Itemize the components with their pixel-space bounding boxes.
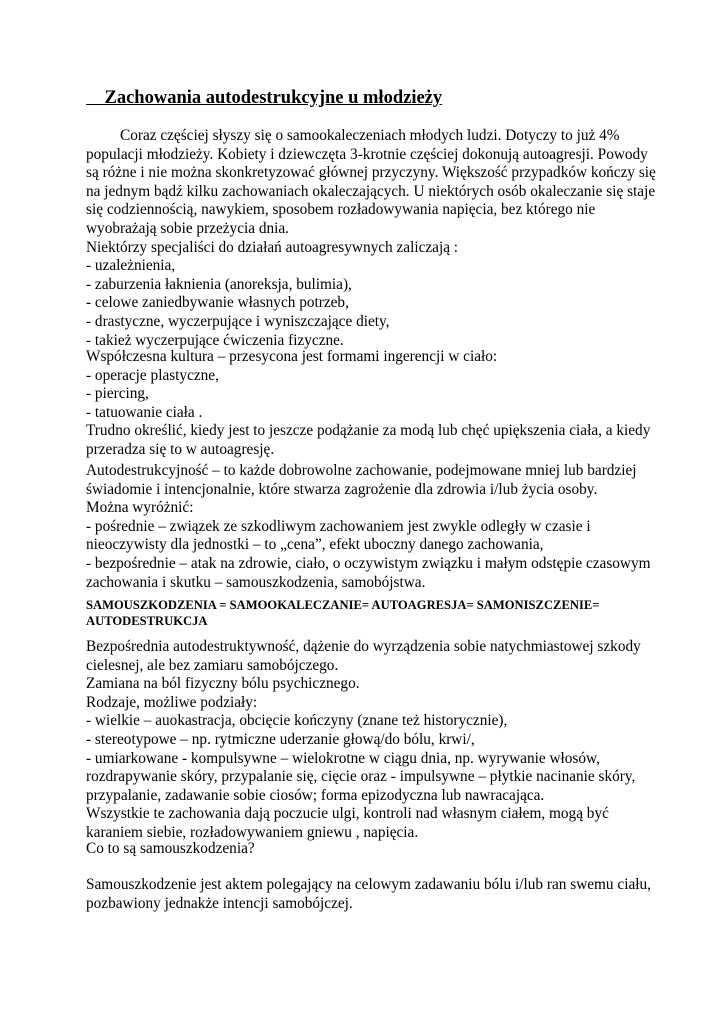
list-item: - piercing, [86,385,149,403]
document-title: Zachowania autodestrukcyjne u młodzieży [86,88,443,108]
heading-line: SAMOUSZKODZENIA = SAMOOKALECZANIE= AUTOAGRESJA= SAMONISZCZENIE= [86,598,600,612]
text-line: pozbawiony jednakże intencji samobójczej. [86,894,353,912]
list-item: - stereotypowe – np. rytmiczne uderzanie głową/do bólu, krwi/, [86,730,475,748]
text-line: przypalanie, zadawanie sobie ciosów; forma epizodyczna lub nawracająca. [86,786,545,804]
heading-line: AUTODESTRUKCJA [86,613,208,628]
list-item: - drastyczne, wyczerpujące i wyniszczające diety, [86,312,390,330]
question-line [86,840,646,859]
text-line: nieoczywisty dla jednostki – to „cena”, efekt uboczny danego zachowania, [86,536,544,554]
text-line: Co to są samouszkodzenia? [86,840,255,857]
text-line: Zamiana na ból fizyczny bólu psychicznego. [86,675,360,693]
text-line: Współczesna kultura – przesycona jest formami ingerencji w ciało: [86,348,498,365]
list-item: - pośrednie – związek ze szkodliwym zachowaniem jest zwykle odległy w czasie i [86,517,591,535]
text-line: Niektórzy specjaliści do działań autoagresywnych zaliczają : [86,238,459,256]
text-line: zachowania i skutku – samouszkodzenia, samobójstwa. [86,573,426,591]
text-line: cielesnej, ale bez zamiaru samobójczego. [86,656,339,674]
list-item: - operacje plastyczne, [86,366,219,384]
paragraph-intro [86,127,656,350]
paragraph-types [86,638,646,843]
list-item: - umiarkowane - kompulsywne – wielokrotne w ciągu dnia, np. wyrywanie włosów, [86,749,600,767]
text-line: przeradza się to w autoagresję. [86,440,275,458]
list-item: - takież wyczerpujące ćwiczenia fizyczne. [86,331,344,349]
list-item: - celowe zaniedbywanie własnych potrzeb, [86,294,349,312]
text-line: na jednym bądź kilku zachowaniach okaleczających. U niektórych osób okaleczanie się staje [86,182,656,200]
paragraph-culture [86,348,651,460]
text-line: Samouszkodzenie jest aktem polegający na celowym zadawaniu bólu i/lub ran swemu ciału, [86,876,651,893]
text-line: Autodestrukcyjność – to każde dobrowolne zachowanie, podejmowane mniej lub bardziej [86,462,637,479]
text-line: Można wyróżnić: [86,499,194,517]
text-line: Wszystkie te zachowania dają poczucie ulgi, kontroli nad własnym ciałem, mogą być [86,805,609,823]
section-heading [86,598,646,629]
text-line: się codziennością, nawykiem, sposobem rozładowywania napięcia, bez którego nie [86,201,596,219]
text-line: są różne i nie można skonkretyzować głównej przyczyny. Większość przypadków kończy się [86,164,656,182]
text-line: świadomie i intencjonalnie, które stwarza zagrożenie dla zdrowia i/lub życia osoby. [86,480,598,498]
text-line: Coraz częściej słyszy się o samookaleczeniach młodych ludzi. Dotyczy to już 4% [120,127,620,144]
text-line: wyobrażają sobie przeżycia dnia. [86,219,290,237]
list-item: - wielkie – auokastracja, obcięcie kończyny (znane też historycznie), [86,712,508,730]
text-line: Bezpośrednia autodestruktywność, dążenie do wyrządzenia sobie natychmiastowej szkody [86,638,641,655]
text-line: Trudno określić, kiedy jest to jeszcze podążanie za modą lub chęć upiększenia ciała, a kiedy [86,422,651,440]
list-item: - tatuowanie ciała . [86,403,203,421]
paragraph-definition [86,462,651,592]
list-item: - bezpośrednie – atak na zdrowie, ciało, o oczywistym związku i małym odstępie czasowym [86,554,651,572]
list-item: - uzależnienia, [86,257,176,275]
paragraph-answer [86,876,651,913]
text-line: populacji młodzieży. Kobiety i dziewczęta 3-krotnie częściej dokonują autoagresji. Powody [86,145,648,163]
text-line: karaniem siebie, rozładowywaniem gniewu , napięcia. [86,823,419,841]
text-line: rozdrapywanie skóry, przypalanie się, cięcie oraz - impulsywne – płytkie nacinanie skóry, [86,768,636,786]
list-item: - zaburzenia łaknienia (anoreksja, bulimia), [86,275,352,293]
text-line: Rodzaje, możliwe podziały: [86,693,258,711]
